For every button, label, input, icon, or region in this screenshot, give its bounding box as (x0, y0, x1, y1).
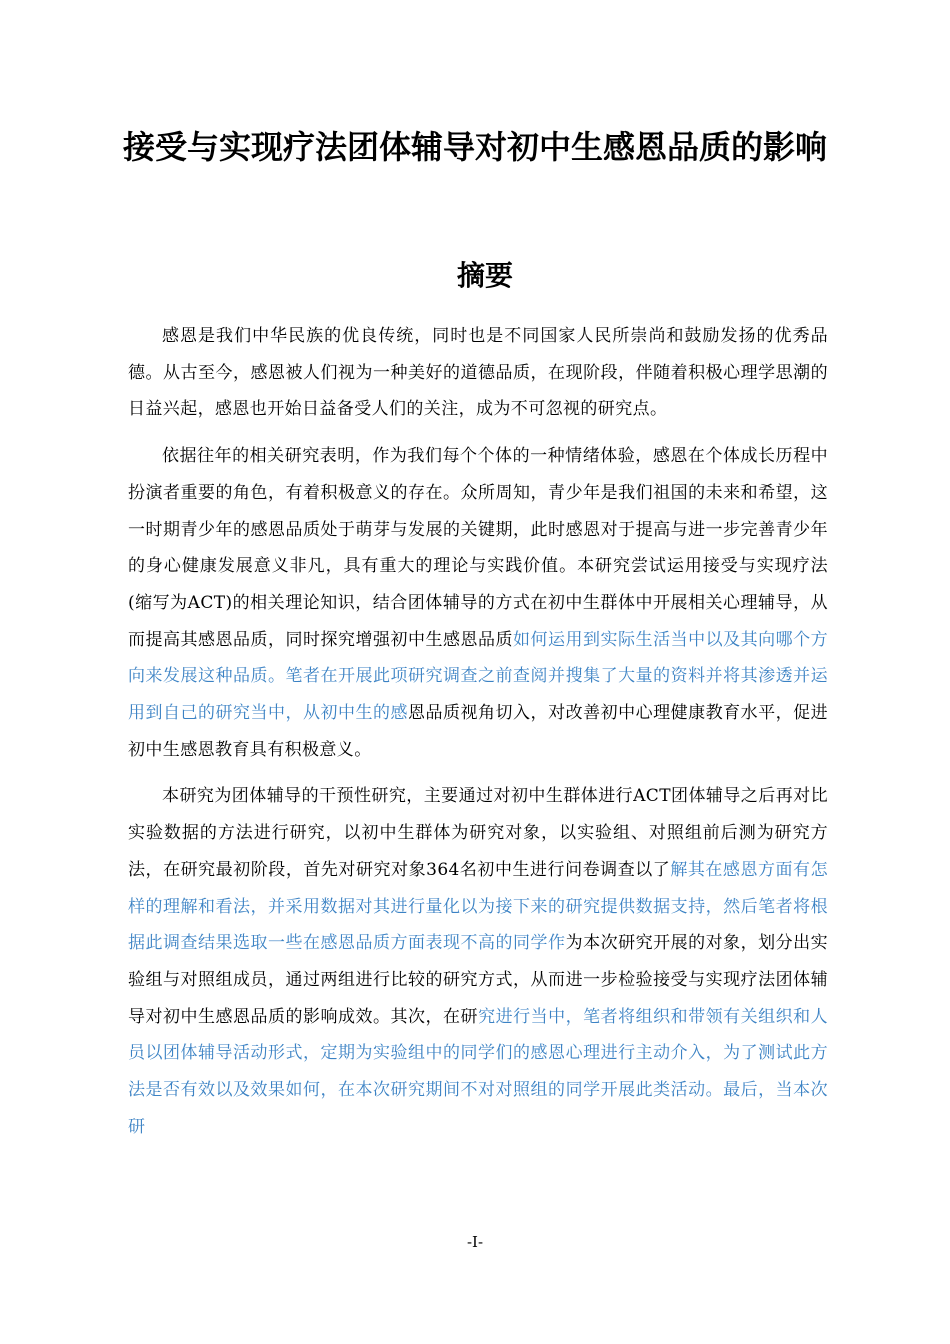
document-title: 接受与实现疗法团体辅导对初中生感恩品质的影响 (122, 128, 827, 166)
text-run: 依据往年的相关研究表明，作为我们每个个体的一种情绪体验，感恩在个体成长历程中扮演者重要的角色，有着积极意义的存在。众所周知，青少年是我们祖国的未来和希望，这一时期青少年的感恩品质处于萌芽与发展的关键期，此时感恩对于提高与进一步完善青少年的身心健康发展意义非凡，具有重大的理论与实践价值。本研究尝试运用接受与实现疗法(缩写为ACT)的相关理论知识，结合团体辅导的方式在初中生群体中开展相关心理辅导，从而提高其感恩品质，同时探究增强初中生感恩品质 (128, 446, 828, 650)
page-number: -I- (466, 1233, 484, 1251)
abstract-heading: 摘要 (456, 259, 513, 292)
text-run: 感恩是我们中华民族的优良传统，同时也是不同国家人民所崇尚和鼓励发扬的优秀品德。从古至今，感恩被人们视为一种美好的道德品质，在现阶段，伴随着积极心理学思潮的日益兴起，感恩也开始日益备受人们的关注，成为不可忽视的研究点。 (128, 326, 828, 420)
abstract-body (128, 318, 828, 1155)
text-run: 恩品质视角切入，对改善初中心理健康教育水平，促进初中生感恩教育具有积极意义。 (128, 703, 828, 760)
abstract-paragraph-1 (128, 318, 828, 428)
text-run: 为本次研究开展的对象，划分出实验组与对照组成员，通过两组进行比较的研究方式，从而进一步检验接受与实现疗法团体辅导对初中生感恩品质的影响成效。其次，在研 (128, 933, 829, 1027)
highlighted-text-run: 如何运用到实际生活当中以及其向哪个方向来发展这种品质。笔者在开展此项研究调查之前查阅并搜集了大量的资料并将其渗透并运用到自己的研究当中，从初中生的感 (128, 629, 828, 724)
abstract-paragraph-2 (128, 438, 828, 768)
highlighted-text-run: 究进行当中，笔者将组织和带领有关组织和人员以团体辅导活动形式，定期为实验组中的同学们的感恩心理进行主动介入，为了测试此方法是否有效以及效果如何，在本次研究期间不对对照组的同学开展此类活动。最后，当本次研 (128, 1006, 829, 1137)
highlighted-text-run: 解其在感恩方面有怎样的理解和看法，并采用数据对其进行量化以为接下来的研究提供数据支持，然后笔者将根据此调查结果选取一些在感恩品质方面表现不高的同学作 (128, 859, 828, 954)
text-run: 本研究为团体辅导的干预性研究，主要通过对初中生群体进行ACT团体辅导之后再对比实验数据的方法进行研究，以初中生群体为研究对象，以实验组、对照组前后测为研究方法，在研究最初阶段，首先对研究对象364名初中生进行问卷调查以了 (128, 786, 828, 880)
abstract-paragraph-3 (128, 778, 828, 1145)
